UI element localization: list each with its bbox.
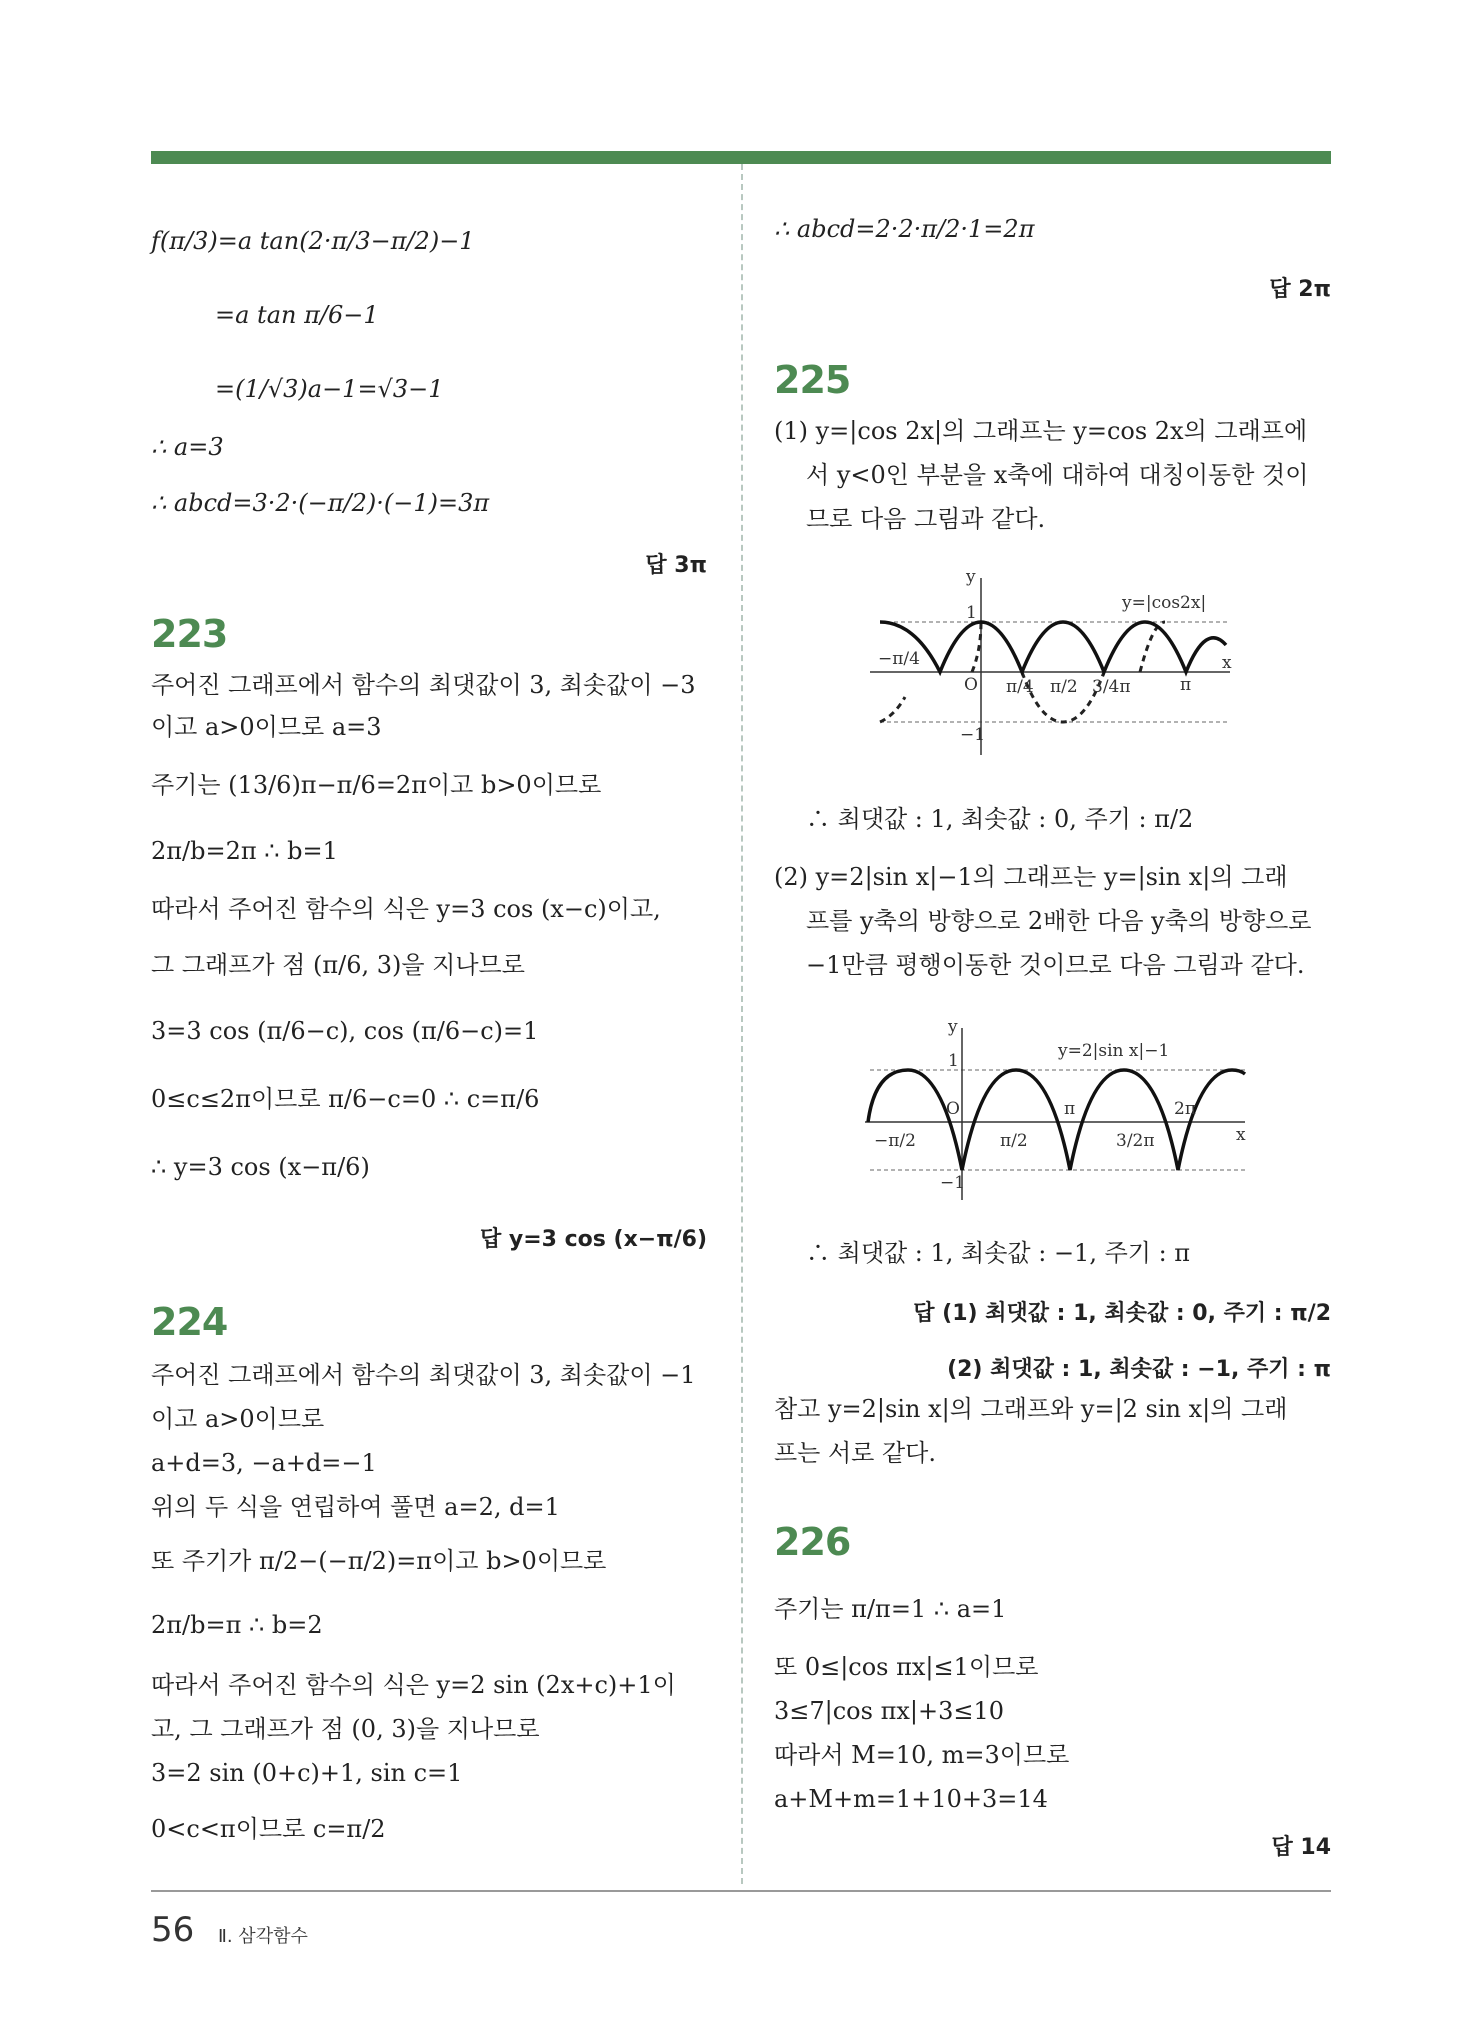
p225-part1-line: 서 y<0인 부분을 x축에 대하여 대칭이동한 것이 [806,461,1309,489]
column-divider [741,164,743,1884]
p225-result2: ∴ 최댓값 : 1, 최솟값 : −1, 주기 : π [806,1239,1191,1267]
p225-part1-line: 므로 다음 그림과 같다. [806,505,1046,533]
graph-abs-cos2x [860,560,1240,760]
graph2-tick: 2π [1174,1099,1196,1119]
problem-224-number: 224 [151,1300,228,1344]
chapter-title: Ⅱ. 삼각함수 [218,1926,308,1947]
p225-answer-1: 답 (1) 최댓값 : 1, 최솟값 : 0, 주기 : π/2 [913,1301,1331,1326]
graph1-origin-label: O [964,675,978,695]
p224-line: 위의 두 식을 연립하여 풀면 a=2, d=1 [151,1493,560,1521]
p224-line: 고, 그 그래프가 점 (0, 3)을 지나므로 [151,1715,540,1743]
p224-line: 주어진 그래프에서 함수의 최댓값이 3, 최솟값이 −1 [151,1361,696,1389]
left-cont-line-2: =a tan π/6−1 [215,301,379,329]
p225-part1-line: (1) y=|cos 2x|의 그래프는 y=cos 2x의 그래프에 [774,417,1308,445]
graph1-equation: y=|cos2x| [1122,593,1207,613]
p226-line: 따라서 M=10, m=3이므로 [774,1741,1070,1769]
graph2-one-label: 1 [948,1051,959,1071]
p224-line: 이고 a>0이므로 [151,1405,325,1433]
left-cont-line-5: ∴ abcd=3·2·(−π/2)·(−1)=3π [151,489,490,517]
graph2-y-label: y [948,1017,958,1037]
p224-line: 또 주기가 π/2−(−π/2)=π이고 b>0이므로 [151,1547,607,1575]
sin-abs-curve [868,1070,1245,1170]
p224-line: 3=2 sin (0+c)+1, sin c=1 [151,1759,463,1787]
p225-part2-line: 프를 y축의 방향으로 2배한 다음 y축의 방향으로 [806,907,1312,935]
p223-line: 주기는 (13/6)π−π/6=2π이고 b>0이므로 [151,771,602,799]
graph1-tick: π/2 [1050,677,1078,697]
graph1-tick: π [1180,675,1192,695]
p225-note-line: 프는 서로 같다. [774,1439,936,1467]
p225-part2-line: −1만큼 평행이동한 것이므로 다음 그림과 같다. [806,951,1305,979]
abs-cos-curve [880,622,1226,672]
p223-line: 0≤c≤2π이므로 π/6−c=0 ∴ c=π/6 [151,1085,540,1113]
header-bar [151,151,1331,164]
graph2-x-label: x [1236,1125,1246,1145]
p225-note-line: 참고 y=2|sin x|의 그래프와 y=|2 sin x|의 그래 [774,1395,1288,1423]
p223-line: ∴ y=3 cos (x−π/6) [151,1153,370,1181]
graph-2-abs-sinx-minus-1 [860,1010,1250,1210]
p226-line: 주기는 π/π=1 ∴ a=1 [774,1595,1007,1623]
p223-line: 주어진 그래프에서 함수의 최댓값이 3, 최솟값이 −3 [151,671,696,699]
graph2-tick: −π/2 [874,1131,916,1151]
p226-line: 또 0≤|cos πx|≤1이므로 [774,1653,1039,1681]
p223-line: 3=3 cos (π/6−c), cos (π/6−c)=1 [151,1017,539,1045]
p223-line: 따라서 주어진 함수의 식은 y=3 cos (x−c)이고, [151,895,661,923]
left-cont-answer: 답 3π [645,553,707,578]
graph1-x-label: x [1222,653,1232,673]
p223-line: 그 그래프가 점 (π/6, 3)을 지나므로 [151,951,525,979]
p223-line: 이고 a>0이므로 a=3 [151,713,382,741]
p226-line: 3≤7|cos πx|+3≤10 [774,1697,1004,1725]
graph2-tick: π/2 [1000,1131,1028,1151]
p223-line: 2π/b=2π ∴ b=1 [151,837,338,865]
left-cont-line-4: ∴ a=3 [151,433,224,461]
right-cont-answer: 답 2π [1269,277,1331,302]
p224-line: 2π/b=π ∴ b=2 [151,1611,323,1639]
graph2-tick: π [1064,1099,1076,1119]
graph2-equation: y=2|sin x|−1 [1058,1041,1170,1061]
graph1-one-label: 1 [966,603,977,623]
graph2-neg-one-label: −1 [940,1173,966,1193]
p224-line: 0<c<π이므로 c=π/2 [151,1815,386,1843]
right-cont-line: ∴ abcd=2·2·π/2·1=2π [774,215,1035,243]
graph2-tick: 3/2π [1116,1131,1155,1151]
p226-line: a+M+m=1+10+3=14 [774,1785,1048,1813]
graph1-tick: π/4 [1006,677,1034,697]
problem-226-number: 226 [774,1520,851,1564]
graph2-origin-label: O [946,1099,960,1119]
graph1-y-label: y [966,567,976,587]
page-number: 56 [151,1910,195,1950]
graph1-neg-one-label: −1 [960,725,986,745]
p225-result1: ∴ 최댓값 : 1, 최솟값 : 0, 주기 : π/2 [806,805,1194,833]
p223-answer: 답 y=3 cos (x−π/6) [479,1227,707,1252]
problem-225-number: 225 [774,358,851,402]
p225-answer-2: (2) 최댓값 : 1, 최솟값 : −1, 주기 : π [947,1357,1331,1382]
p225-part2-line: (2) y=2|sin x|−1의 그래프는 y=|sin x|의 그래 [774,863,1288,891]
p224-line: 따라서 주어진 함수의 식은 y=2 sin (2x+c)+1이 [151,1671,676,1699]
graph1-tick: 3/4π [1092,677,1131,697]
footer-rule [151,1890,1331,1892]
left-cont-line-3: =(1/√3)a−1=√3−1 [215,375,444,403]
problem-223-number: 223 [151,612,228,656]
p226-answer: 답 14 [1271,1835,1331,1860]
left-cont-line-1: f(π/3)=a tan(2·π/3−π/2)−1 [151,227,475,255]
p224-line: a+d=3, −a+d=−1 [151,1449,377,1477]
graph1-tick: −π/4 [878,649,920,669]
